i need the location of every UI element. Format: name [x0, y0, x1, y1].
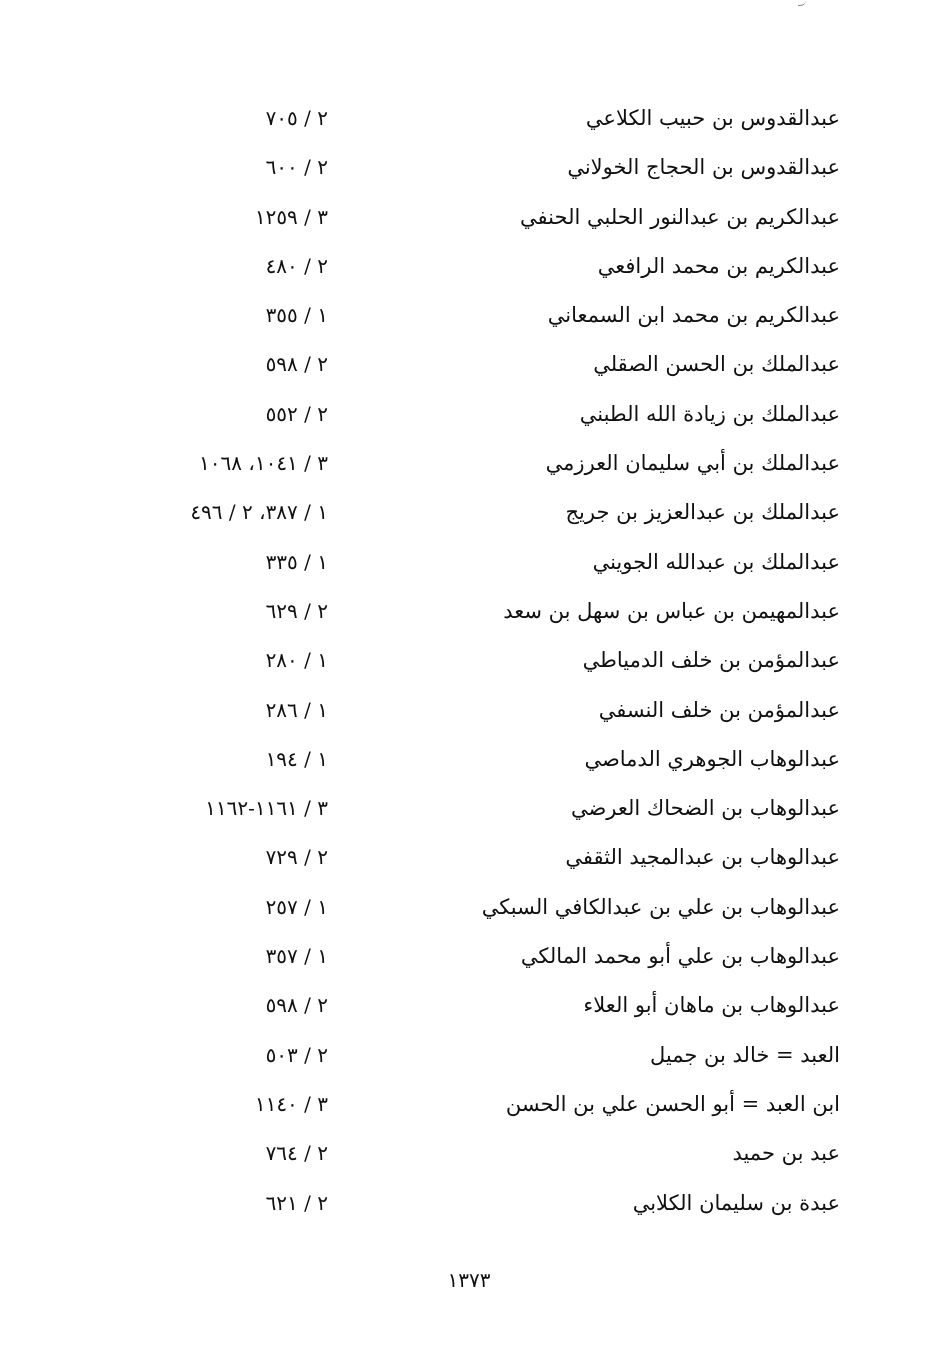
entry-reference: ١ / ٣٥٥ — [265, 303, 328, 328]
index-entry — [0, 934, 938, 983]
entry-reference: ٢ / ٦٠٠ — [265, 155, 328, 180]
entry-name: عبدالكريم بن عبدالنور الحلبي الحنفي — [520, 204, 840, 229]
entry-name: عبدالوهاب بن علي أبو محمد المالكي — [520, 944, 840, 969]
entry-name: عبدة بن سليمان الكلابي — [632, 1190, 840, 1215]
corner-mark — [798, 0, 806, 6]
index-entry — [0, 540, 938, 589]
index-entry — [0, 885, 938, 934]
index-entry — [0, 392, 938, 441]
entry-reference: ٢ / ٦٢٩ — [265, 598, 328, 623]
entry-name: عبدالمهيمن بن عباس بن سهل بن سعد — [503, 598, 840, 623]
index-entry — [0, 835, 938, 884]
entry-name: عبدالكريم بن محمد الرافعي — [597, 253, 840, 278]
entry-reference: ٢ / ٥٩٨ — [265, 352, 328, 377]
entry-name: عبدالملك بن عبدالله الجويني — [592, 549, 840, 574]
entry-name: عبدالملك بن أبي سليمان العرزمي — [545, 451, 840, 476]
entry-reference: ١ / ٢٨٦ — [265, 697, 328, 722]
index-entry — [0, 441, 938, 490]
index-entry — [0, 195, 938, 244]
entry-reference: ١ / ٣٥٧ — [265, 944, 328, 969]
entry-name: عبدالملك بن عبدالعزيز بن جريج — [565, 500, 840, 525]
entry-name: عبدالوهاب بن علي بن عبدالكافي السبكي — [481, 894, 840, 919]
entry-reference: ٢ / ٤٨٠ — [265, 253, 328, 278]
entry-reference: ١ / ٢٨٠ — [265, 648, 328, 673]
entry-reference: ٢ / ٦٢١ — [265, 1190, 328, 1215]
index-entry-list — [0, 96, 938, 1230]
index-entry — [0, 96, 938, 145]
entry-name: العبد = خالد بن جميل — [649, 1042, 840, 1067]
index-entry — [0, 737, 938, 786]
entry-reference: ٢ / ٧٢٩ — [265, 845, 328, 870]
index-entry — [0, 786, 938, 835]
entry-reference: ٢ / ٥٩٨ — [265, 993, 328, 1018]
entry-reference: ٢ / ٧٦٤ — [265, 1141, 328, 1166]
index-entry — [0, 1033, 938, 1082]
index-entry — [0, 293, 938, 342]
entry-name: عبدالقدوس بن حبيب الكلاعي — [585, 106, 840, 130]
entry-name: عبدالمؤمن بن خلف النسفي — [598, 697, 840, 722]
entry-reference: ٣ / ١١٤٠ — [254, 1091, 328, 1116]
entry-reference: ٣ / ١١٦١-١١٦٢ — [205, 796, 328, 821]
index-entry — [0, 638, 938, 687]
entry-reference: ٢ / ٧٠٥ — [265, 106, 328, 130]
entry-reference: ٢ / ٥٠٣ — [265, 1042, 328, 1067]
entry-name: عبدالوهاب بن عبدالمجيد الثقفي — [565, 845, 840, 870]
entry-name: عبدالوهاب بن الضحاك العرضي — [570, 796, 840, 821]
entry-name: عبدالقدوس بن الحجاج الخولاني — [567, 155, 840, 180]
index-entry — [0, 490, 938, 539]
entry-reference: ١ / ٢٥٧ — [265, 894, 328, 919]
index-entry — [0, 342, 938, 391]
entry-reference: ١ / ٣٨٧، ٢ / ٤٩٦ — [190, 500, 328, 525]
entry-name: عبدالكريم بن محمد ابن السمعاني — [547, 303, 840, 328]
index-entry — [0, 1181, 938, 1230]
entry-name: عبد بن حميد — [732, 1141, 840, 1166]
entry-name: عبدالملك بن زيادة الله الطبني — [579, 401, 840, 426]
entry-name: ابن العبد = أبو الحسن علي بن الحسن — [505, 1091, 840, 1116]
entry-name: عبدالوهاب بن ماهان أبو العلاء — [583, 993, 840, 1018]
page-number: ١٣٧٣ — [447, 1268, 491, 1292]
index-entry — [0, 1082, 938, 1131]
entry-reference: ٣ / ١٢٥٩ — [254, 204, 328, 229]
entry-reference: ١ / ١٩٤ — [265, 746, 328, 771]
index-entry — [0, 244, 938, 293]
entry-name: عبدالوهاب الجوهري الدماصي — [584, 746, 840, 771]
entry-reference: ٢ / ٥٥٢ — [265, 401, 328, 426]
index-entry — [0, 1131, 938, 1180]
entry-reference: ١ / ٣٣٥ — [265, 549, 328, 574]
entry-reference: ٣ / ١٠٤١، ١٠٦٨ — [199, 451, 328, 476]
index-entry — [0, 688, 938, 737]
index-entry — [0, 589, 938, 638]
index-entry — [0, 983, 938, 1032]
entry-name: عبدالملك بن الحسن الصقلي — [593, 352, 840, 377]
entry-name: عبدالمؤمن بن خلف الدمياطي — [582, 648, 840, 673]
index-entry — [0, 145, 938, 194]
